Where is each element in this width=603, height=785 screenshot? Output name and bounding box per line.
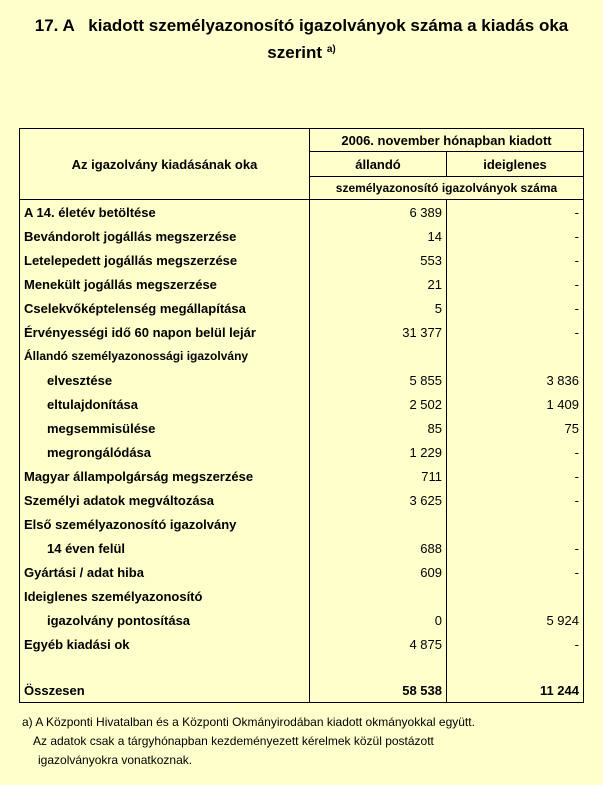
- row-label: Állandó személyazonossági igazolvány: [24, 349, 249, 363]
- table-row: [20, 488, 584, 512]
- value-ideiglenes: [447, 584, 584, 608]
- value-allando: 2 502: [310, 392, 447, 416]
- row-label: elvesztése: [47, 372, 113, 388]
- value-allando: 553: [310, 248, 447, 272]
- value-allando: 5 855: [310, 368, 447, 392]
- value-allando: 609: [310, 560, 447, 584]
- row-label: Ideiglenes személyazonosító: [24, 588, 203, 604]
- value-ideiglenes: 3 836: [447, 368, 584, 392]
- table-header: [20, 129, 584, 200]
- total-ideiglenes: 11 244: [447, 678, 584, 703]
- value-allando: 4 875: [310, 632, 447, 656]
- value-ideiglenes: -: [447, 224, 584, 248]
- spacer-cell: [447, 656, 584, 678]
- title-line-2-text: szerint: [267, 43, 323, 62]
- table-row: [20, 632, 584, 656]
- footnote-line-1: a) A Központi Hivatalban és a Központi Okmányirodában kiadott okmányokkal együtt.: [22, 715, 475, 729]
- table-row: [20, 416, 584, 440]
- value-ideiglenes: -: [447, 272, 584, 296]
- value-ideiglenes: -: [447, 464, 584, 488]
- col-allando-header: állandó: [310, 152, 447, 177]
- total-allando: 58 538: [310, 678, 447, 703]
- value-allando: 6 389: [310, 200, 447, 225]
- footnote: [22, 713, 582, 770]
- row-label: megrongálódása: [47, 444, 152, 460]
- value-ideiglenes: -: [447, 440, 584, 464]
- value-ideiglenes: -: [447, 296, 584, 320]
- row-label: Érvényességi idő 60 napon belül lejár: [24, 324, 256, 340]
- row-label: Menekült jogállás megszerzése: [24, 276, 217, 292]
- footnote-line-2: Az adatok csak a tárgyhónapban kezdeményezett kérelmek közül postázott: [33, 734, 434, 748]
- row-label: Személyi adatok megváltozása: [24, 492, 215, 508]
- value-allando: 5: [310, 296, 447, 320]
- row-label: Magyar állampolgárság megszerzése: [24, 468, 254, 484]
- table-row: [20, 224, 584, 248]
- period-header: 2006. november hónapban kiadott: [310, 129, 584, 152]
- table-row: [20, 440, 584, 464]
- table-row: [20, 368, 584, 392]
- value-allando: 21: [310, 272, 447, 296]
- footnote-line-3: igazolványokra vonatkoznak.: [38, 753, 193, 767]
- value-allando: 31 377: [310, 320, 447, 344]
- table-row: [20, 248, 584, 272]
- table-row: [20, 200, 584, 225]
- value-allando: 1 229: [310, 440, 447, 464]
- total-row: [20, 678, 584, 703]
- row-label: igazolvány pontosítása: [47, 612, 191, 628]
- total-label: Összesen: [24, 682, 85, 698]
- row-label: Egyéb kiadási ok: [24, 636, 130, 652]
- value-ideiglenes: -: [447, 200, 584, 225]
- table-row: [20, 584, 584, 608]
- value-ideiglenes: 75: [447, 416, 584, 440]
- value-ideiglenes: 5 924: [447, 608, 584, 632]
- title-line-1: 17. A kiadott személyazonosító igazolványok száma a kiadás oka: [34, 16, 569, 35]
- value-allando: 14: [310, 224, 447, 248]
- table-spacer-row: [20, 656, 584, 678]
- table-row: [20, 272, 584, 296]
- table-row: [20, 560, 584, 584]
- row-label: A 14. életév betöltése: [20, 200, 310, 225]
- value-allando: [310, 344, 447, 368]
- value-allando: 0: [310, 608, 447, 632]
- value-allando: 711: [310, 464, 447, 488]
- value-allando: [310, 512, 447, 536]
- value-allando: 3 625: [310, 488, 447, 512]
- value-ideiglenes: -: [447, 248, 584, 272]
- value-ideiglenes: -: [447, 320, 584, 344]
- table-row: [20, 536, 584, 560]
- spacer-cell: [310, 656, 447, 678]
- row-label: Letelepedett jogállás megszerzése: [24, 252, 238, 268]
- table-row: [20, 512, 584, 536]
- value-ideiglenes: -: [447, 632, 584, 656]
- value-ideiglenes: 1 409: [447, 392, 584, 416]
- table-row: [20, 464, 584, 488]
- table-row: [20, 608, 584, 632]
- value-allando: [310, 584, 447, 608]
- table-title: [0, 14, 603, 65]
- table-row: [20, 392, 584, 416]
- unit-header: személyazonosító igazolványok száma: [310, 177, 584, 200]
- value-ideiglenes: [447, 344, 584, 368]
- table-row: [20, 296, 584, 320]
- row-label: Cselekvőképtelenség megállapítása: [24, 300, 246, 316]
- row-label: Gyártási / adat hiba: [24, 564, 144, 580]
- value-ideiglenes: -: [447, 488, 584, 512]
- row-label: Első személyazonosító igazolvány: [24, 516, 237, 532]
- col-ideiglenes-header: ideiglenes: [447, 152, 584, 177]
- row-label: 14 éven felül: [47, 540, 126, 556]
- value-ideiglenes: -: [447, 536, 584, 560]
- title-line-2: [0, 38, 603, 65]
- row-label-header: Az igazolvány kiadásának oka: [71, 156, 258, 172]
- table-body: [20, 200, 584, 703]
- value-ideiglenes: [447, 512, 584, 536]
- value-ideiglenes: -: [447, 560, 584, 584]
- row-label: Bevándorolt jogállás megszerzése: [24, 228, 237, 244]
- title-note-mark: a): [326, 44, 336, 55]
- row-label: megsemmisülése: [47, 420, 156, 436]
- value-allando: 85: [310, 416, 447, 440]
- table-row: [20, 344, 584, 368]
- row-label: eltulajdonítása: [47, 396, 139, 412]
- spacer-cell: [20, 656, 310, 678]
- value-allando: 688: [310, 536, 447, 560]
- statistics-table: [19, 128, 584, 703]
- table-row: [20, 320, 584, 344]
